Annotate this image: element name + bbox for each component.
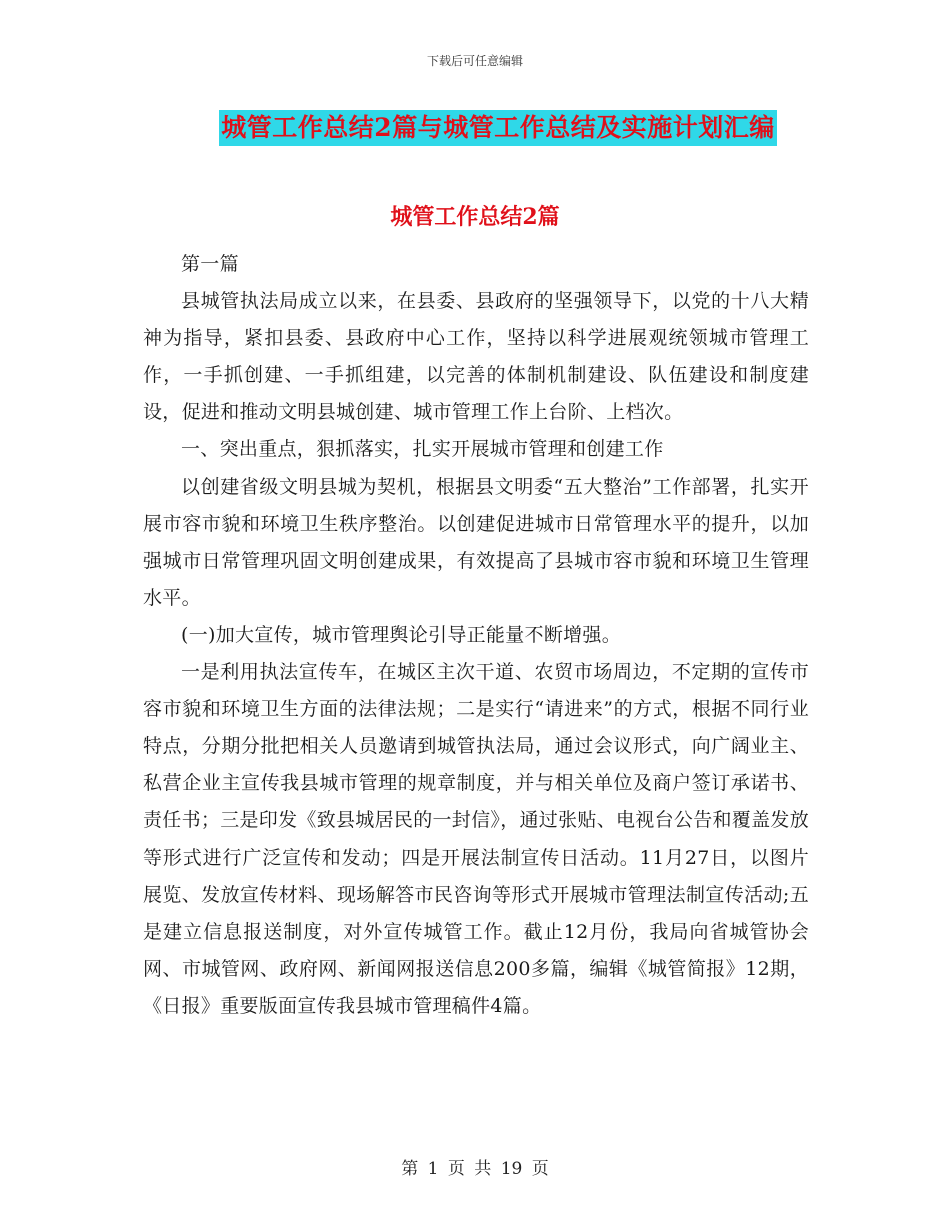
paragraph-intro: 县城管执法局成立以来，在县委、县政府的坚强领导下，以党的十八大精神为指导，紧扣县委、县政府中心工作，坚持以科学进展观统领城市管理工作，一手抓创建、一手抓组建，以完善的体制机制建设、队伍建设和制度建设，促进和推动文明县城创建、城市管理工作上台阶、上档次。	[143, 290, 809, 424]
paragraph-section-label: 第一篇	[181, 253, 239, 275]
paragraph-body: 一是利用执法宣传车，在城区主次干道、农贸市场周边，不定期的宣传市容市貌和环境卫生方面的法律法规；二是实行“请进来”的方式，根据不同行业特点，分期分批把相关人员邀请到城管执法局，通过会议形式，向广阔业主、私营企业主宣传我县城市管理的规章制度，并与相关单位及商户签订承诺书、责任书；三是印发《致县城居民的一封信》，通过张贴、电视台公告和覆盖发放等形式进行广泛宣传和发动；四是开展法制宣传日活动。11月27日，以图片展览、发放宣传材料、现场解答市民咨询等形式开展城市管理法制宣传活动;五是建立信息报送制度，对外宣传城管工作。截止12月份，我局向省城管协会网、市城管网、政府网、新闻网报送信息200多篇，编辑《城管简报》12期，《日报》重要版面宣传我县城市管理稿件4篇。	[143, 661, 810, 1017]
page-number-footer: 第 1 页 共 19 页	[401, 1159, 549, 1179]
paragraph-subheading: (一)加大宣传，城市管理舆论引导正能量不断增强。	[181, 623, 622, 646]
document-main-title: 城管工作总结2篇与城管工作总结及实施计划汇编	[219, 110, 776, 146]
paragraph-heading-1: 一、突出重点，狠抓落实，扎实开展城市管理和创建工作	[181, 438, 664, 461]
paragraph-body: 以创建省级文明县城为契机，根据县文明委“五大整治”工作部署，扎实开展市容市貌和环境卫生秩序整治。以创建促进城市日常管理水平的提升，以加强城市日常管理巩固文明创建成果，有效提高了县城市容市貌和环境卫生管理水平。	[143, 475, 809, 609]
document-sub-title: 城管工作总结2篇	[390, 204, 560, 230]
document-body	[143, 246, 809, 1025]
main-title-container	[0, 110, 950, 146]
header-note: 下载后可任意编辑	[426, 54, 523, 68]
